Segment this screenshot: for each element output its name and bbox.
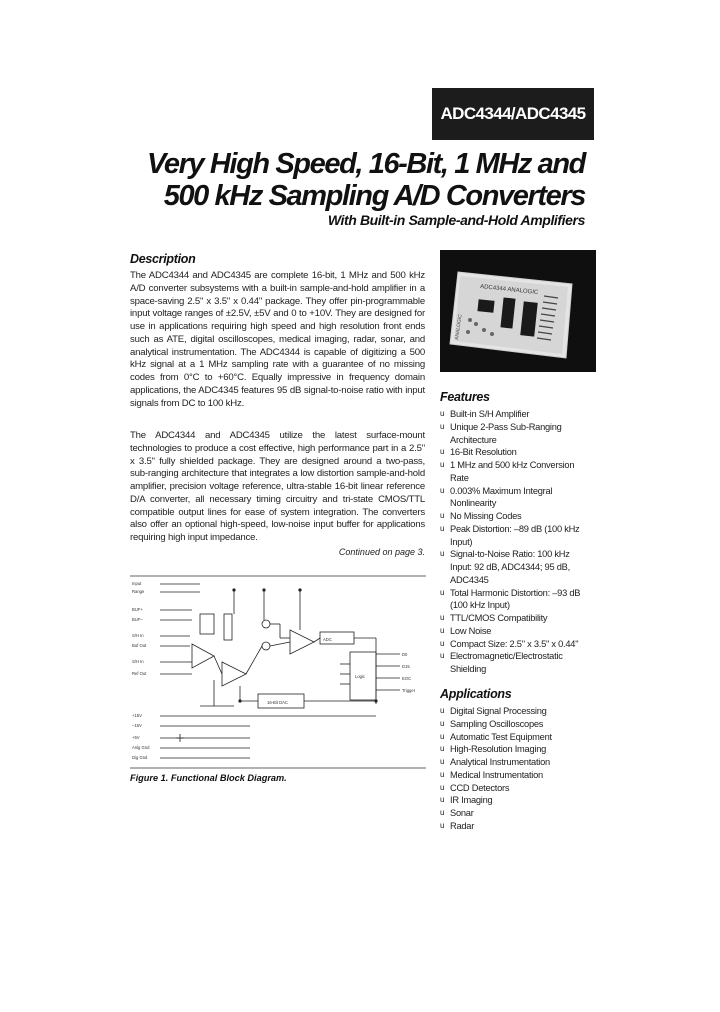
continued-note: Continued on page 3. xyxy=(338,547,425,557)
title-line-2: 500 kHz Sampling A/D Converters xyxy=(163,180,585,212)
application-item: u Sonar xyxy=(440,808,474,818)
applications-list xyxy=(440,705,590,833)
feature-item: u Unique 2-Pass Sub-Ranging Architecture xyxy=(440,421,562,445)
svg-text:Input: Input xyxy=(132,581,142,586)
product-photo xyxy=(440,250,596,372)
feature-item: u No Missing Codes xyxy=(440,511,522,521)
title-line-1: Very High Speed, 16-Bit, 1 MHz and xyxy=(147,148,585,180)
page-title xyxy=(147,148,585,212)
svg-text:Dig Gnd: Dig Gnd xyxy=(132,755,148,760)
svg-text:ADC4344 ANALOGIC: ADC4344 ANALOGIC xyxy=(479,284,539,297)
features-heading: Features xyxy=(440,390,490,404)
application-item: u Automatic Test Equipment xyxy=(440,731,552,742)
description-paragraph-2: The ADC4344 and ADC4345 utilize the latest surface-mount technologies to produce a cost effective, high performance part in a 2.5" x 3.5" fully shielded package. They are designed around a two-pass, sub-ranging architecture that integrates a low distortion sample-and-hold amplifier, precision voltage reference, ultra-stable 16-bit linear reference D/A converter, all necessary timing circuitry and tri-state CMOS/TTL compatible output lines for ease of system integration. The converters also offer an optional high-speed, low-noise input buffer for applications requiring high input impedance. xyxy=(130,430,425,543)
svg-text:D0: D0 xyxy=(402,652,408,657)
page-subtitle: With Built-in Sample-and-Hold Amplifiers xyxy=(327,212,585,228)
feature-item: u Built-in S/H Amplifier xyxy=(440,409,530,419)
feature-item: u Total Harmonic Distortion: –93 dB (100 kHz Input) xyxy=(440,587,581,611)
feature-item: u Compact Size: 2.5" x 3.5" x 0.44" xyxy=(440,638,579,649)
svg-text:16-Bit DAC: 16-Bit DAC xyxy=(267,700,288,705)
svg-text:Buf Out: Buf Out xyxy=(132,643,147,648)
svg-text:+5V: +5V xyxy=(132,735,140,740)
feature-item: u 0.003% Maximum Integral Nonlinearity xyxy=(440,485,553,509)
feature-item: u Electromagnetic/Electrostatic Shielding xyxy=(440,651,563,674)
svg-text:BUF+: BUF+ xyxy=(132,607,143,612)
functional-block-diagram xyxy=(130,574,426,770)
svg-text:Anlg Gnd: Anlg Gnd xyxy=(132,745,150,750)
svg-text:BUF–: BUF– xyxy=(132,617,143,622)
svg-text:Range: Range xyxy=(132,589,145,594)
svg-text:–15V: –15V xyxy=(132,723,142,728)
figure-caption: Figure 1. Functional Block Diagram. xyxy=(130,773,287,783)
svg-text:Ref Out: Ref Out xyxy=(132,671,147,676)
application-item: u Medical Instrumentation xyxy=(440,769,543,780)
svg-text:+15V: +15V xyxy=(132,713,142,718)
application-item: u Sampling Oscilloscopes xyxy=(440,718,544,729)
application-item: u CCD Detectors xyxy=(440,782,510,793)
svg-text:D15: D15 xyxy=(402,664,410,669)
feature-item: u Low Noise xyxy=(440,625,492,636)
application-item: u Analytical Instrumentation xyxy=(440,757,550,767)
feature-item: u Signal-to-Noise Ratio: 100 kHz Input: 92 dB, ADC4344; 95 dB, ADC4345 xyxy=(440,549,570,585)
svg-text:Trigger: Trigger xyxy=(402,688,416,693)
description-paragraph-1: The ADC4344 and ADC4345 are complete 16-bit, 1 MHz and 500 kHz A/D converter subsystems with a built-in sample-and-hold amplifier in a space-saving 2.5" x 3.5" x 0.44" package. They offer pin-programmable input voltage ranges of ±2.5V, ±5V and 0 to +10V. They are designed for use in applications requiring high speed and high resolution front ends such as ATE, digital oscilloscopes, medical imaging, radar, sonar, and analytical instrumentation. The ADC4344 is capable of digitizing a 500 kHz signal at a 1 MHz sampling rate with a guarantee of no missing codes from 0°C to +60°C. Equally impressive in frequency domain applications, the ADC4345 features 95 dB signal-to-noise ratio with input signals from DC to 100 kHz. xyxy=(130,270,425,409)
application-item: u Radar xyxy=(440,820,475,831)
application-item: u Digital Signal Processing xyxy=(440,706,547,716)
features-list xyxy=(440,408,590,676)
svg-text:ADC: ADC xyxy=(323,637,332,642)
application-item: u IR Imaging xyxy=(440,795,493,806)
svg-text:ANALOGIC: ANALOGIC xyxy=(454,313,464,341)
part-number-tag: ADC4344/ADC4345 xyxy=(432,88,594,140)
svg-text:Logic: Logic xyxy=(355,674,366,679)
application-item: u High-Resolution Imaging xyxy=(440,744,547,755)
feature-item: u 1 MHz and 500 kHz Conversion Rate xyxy=(440,460,575,483)
description-heading: Description xyxy=(130,252,196,266)
applications-heading: Applications xyxy=(440,687,512,701)
feature-item: u Peak Distortion: –89 dB (100 kHz Input) xyxy=(440,523,580,547)
svg-text:EOC: EOC xyxy=(402,676,412,681)
feature-item: u TTL/CMOS Compatibility xyxy=(440,613,548,623)
feature-item: u 16-Bit Resolution xyxy=(440,447,517,458)
svg-text:S/H In: S/H In xyxy=(132,633,144,638)
svg-text:S/H In: S/H In xyxy=(132,659,144,664)
